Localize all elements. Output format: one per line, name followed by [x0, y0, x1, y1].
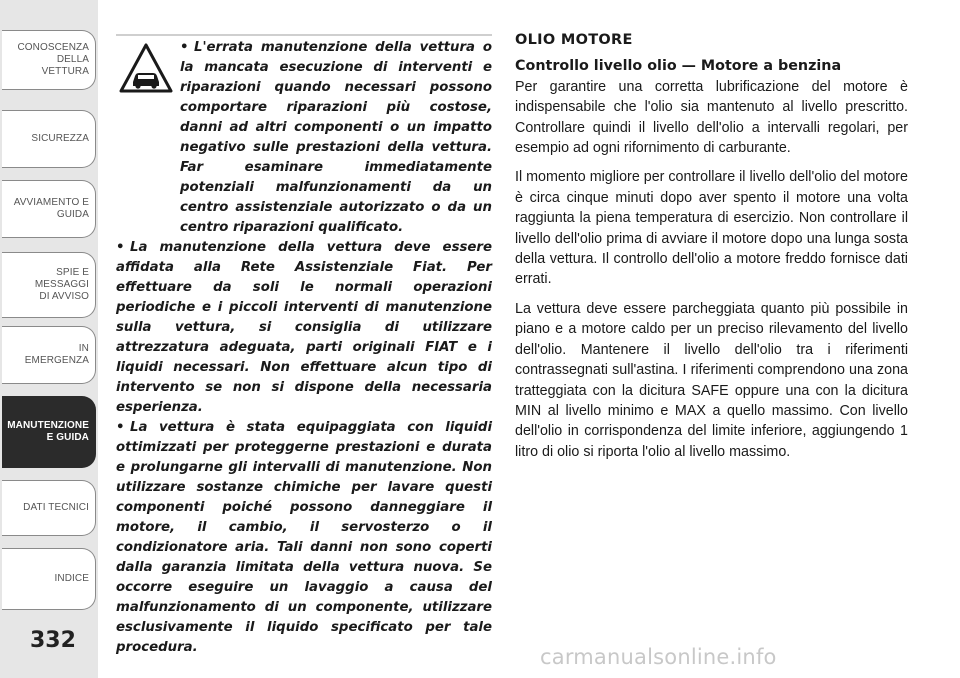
warning-bullet-1: • L'errata manutenzione della vettura o la mancata esecuzione di interventi e riparazioni quando necessari possono comportare riparazioni più costose, danni ad altri componenti o un impatto negativo sulle prestazioni della vettura. Far esaminare immediatamente potenziali malfunzionamenti da un centro assistenziale autorizzato o da un centro riparazioni qualificato. — [116, 38, 492, 238]
tab-spie-e-messaggi[interactable]: SPIE E MESSAGGI DI AVVISO — [2, 252, 96, 318]
tab-manutenzione-e-guida[interactable]: MANUTENZIONE E GUIDA — [2, 396, 96, 468]
tab-dati-tecnici[interactable]: DATI TECNICI — [2, 480, 96, 536]
main-content — [515, 30, 908, 471]
warning-text — [116, 38, 492, 658]
paragraph-3: La vettura deve essere parcheggiata quanto più possibile in piano e a motore caldo per un preciso rilevamento del livello dell'olio. Mantenere il livello dell'olio tra i riferimenti contrassegnati sull'astina. I riferimenti comprendono una zona tratteggiata con la dicitura SAFE oppure una con la dicitura MIN al livello minimo e MAX a quello massimo. Con livello dell'olio in corrispondenza del limite inferiore, aggiungendo 1 litro di olio si riporta l'olio al livello massimo. — [515, 300, 908, 460]
watermark: carmanualsonline.info — [540, 645, 777, 669]
tab-sicurezza[interactable]: SICUREZZA — [2, 110, 96, 168]
tab-conoscenza-della-vettura[interactable]: CONOSCENZA DELLA VETTURA — [2, 30, 96, 90]
tab-indice[interactable]: INDICE — [2, 548, 96, 610]
warning-bullet-2: • La manutenzione della vettura deve essere affidata alla Rete Assistenziale Fiat. Per effettuare da soli le normali operazioni periodiche e i piccoli interventi di manutenzione sulla vettura, si consiglia di utilizzare attrezzatura adeguata, parti originali FIAT e i liquidi necessari. Non effettuare alcun tipo di intervento se non si dispone della necessaria esperienza. — [116, 238, 492, 418]
paragraph-1: Per garantire una corretta lubrificazione del motore è indispensabile che l'olio sia mantenuto al livello prescritto. Controllare quindi il livello dell'olio a intervalli regolari, per esempio ad ogni rifornimento di carburante. — [515, 78, 908, 157]
section-title: OLIO MOTORE — [515, 32, 633, 48]
sidebar — [0, 0, 98, 678]
tab-avviamento-e-guida[interactable]: AVVIAMENTO E GUIDA — [2, 180, 96, 238]
page-number: 332 — [30, 628, 76, 653]
warning-bullet-3: • La vettura è stata equipaggiata con liquidi ottimizzati per proteggerne prestazioni e durata e prolungarne gli intervalli di manutenzione. Non utilizzare sostanze chimiche per lavare questi componenti poiché possono danneggiare il motore, il cambio, il servosterzo o il condizionatore aria. Tali danni non sono coperti dalla garanzia limitata della vettura nuova. Se occorre eseguire un lavaggio a causa del malfunzionamento di un componente, utilizzare esclusivamente il liquido specificato per tale procedura. — [116, 418, 492, 658]
tab-in-emergenza[interactable]: IN EMERGENZA — [2, 326, 96, 384]
divider — [116, 34, 492, 36]
paragraph-2: Il momento migliore per controllare il livello dell'olio del motore è circa cinque minuti dopo aver spento il motore una volta raggiunta la piena temperatura di esercizio. Non controllare il livello dell'olio prima di avviare il motore dopo una lunga sosta della vettura. Il controllo dell'olio a motore freddo fornisce dati errati. — [515, 169, 908, 288]
section-subtitle: Controllo livello olio — Motore a benzina — [515, 58, 842, 75]
